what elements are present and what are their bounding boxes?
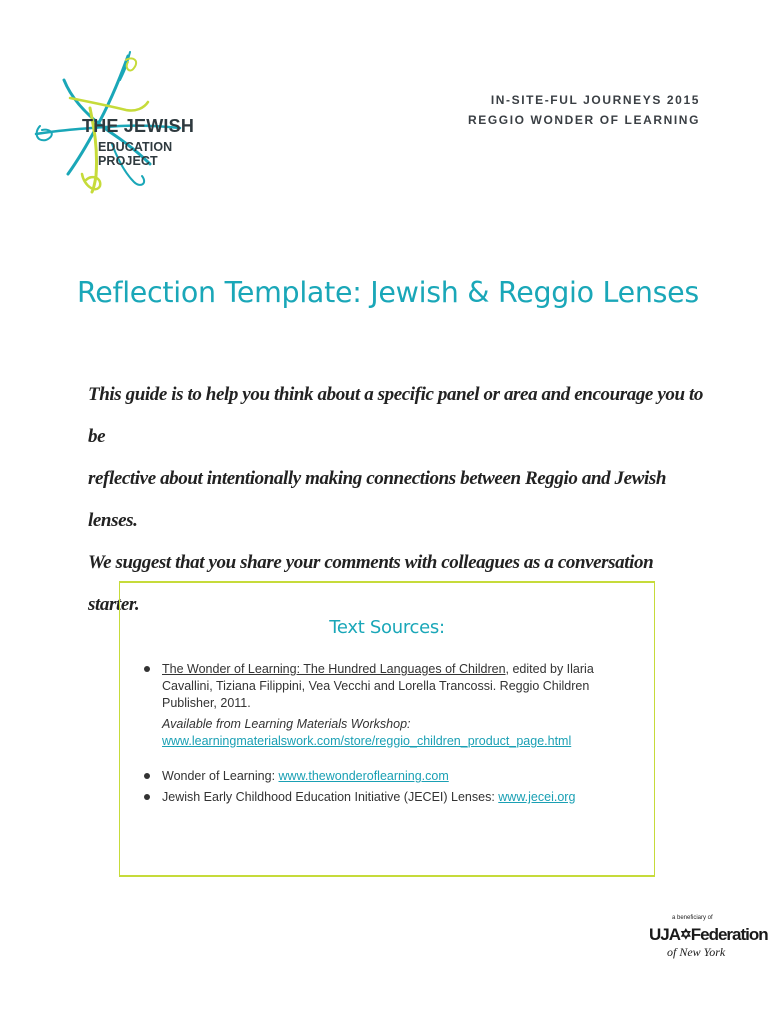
source-book-details: , edited by Ilaria Cavallini, Tiziana Filippini, Vea Vecchi and Lorella Trancossi. Reggio Children Publisher, 2011. [162, 662, 594, 710]
logo-line-1: THE JEWISH [82, 116, 195, 136]
event-header [468, 90, 700, 130]
learning-materials-link[interactable]: www.learningmaterialswork.com/store/reggio_children_product_page.html [162, 734, 572, 748]
jecei-link[interactable]: www.jecei.org [498, 790, 576, 804]
source-item-wonder-site [142, 768, 642, 785]
brand-right: Federation [690, 925, 768, 944]
page-title: Reflection Template: Jewish & Reggio Lenses [77, 276, 699, 309]
source-availability: Available from Learning Materials Workshop: [162, 717, 411, 731]
uja-federation-logo [645, 912, 768, 967]
event-subtitle: REGGIO WONDER OF LEARNING [468, 113, 700, 127]
intro-line-1: This guide is to help you think about a specific panel or area and encourage you to be [88, 384, 703, 447]
text-sources-heading: Text Sources: [329, 617, 445, 638]
source-label: Wonder of Learning: [162, 769, 279, 783]
bullet-icon [144, 794, 150, 800]
beneficiary-tagline: a beneficiary of [672, 915, 713, 921]
star-of-david-icon: ✡ [680, 926, 691, 942]
intro-line-3: We suggest that you share your comments with colleagues as a conversation starter. [88, 552, 654, 615]
uja-brand [649, 925, 768, 945]
brand-left: UJA [649, 925, 681, 944]
bullet-icon [144, 666, 150, 672]
source-item-jecei [142, 789, 642, 806]
source-book-title: The Wonder of Learning: The Hundred Languages of Children [162, 662, 506, 676]
wonder-of-learning-link[interactable]: www.thewonderoflearning.com [278, 769, 449, 783]
sources-list [142, 661, 642, 806]
text-sources-box [119, 581, 655, 877]
intro-line-2: reflective about intentionally making connections between Reggio and Jewish lenses. [88, 468, 667, 531]
bullet-icon [144, 773, 150, 779]
logo-line-2: EDUCATION PROJECT [98, 140, 173, 168]
logo [30, 48, 235, 198]
brand-location: of New York [667, 945, 726, 959]
source-label: Jewish Early Childhood Education Initiative (JECEI) Lenses: [162, 790, 499, 804]
event-title: IN-SITE-FUL JOURNEYS 2015 [490, 93, 700, 107]
source-item-wonder-book [142, 661, 642, 750]
